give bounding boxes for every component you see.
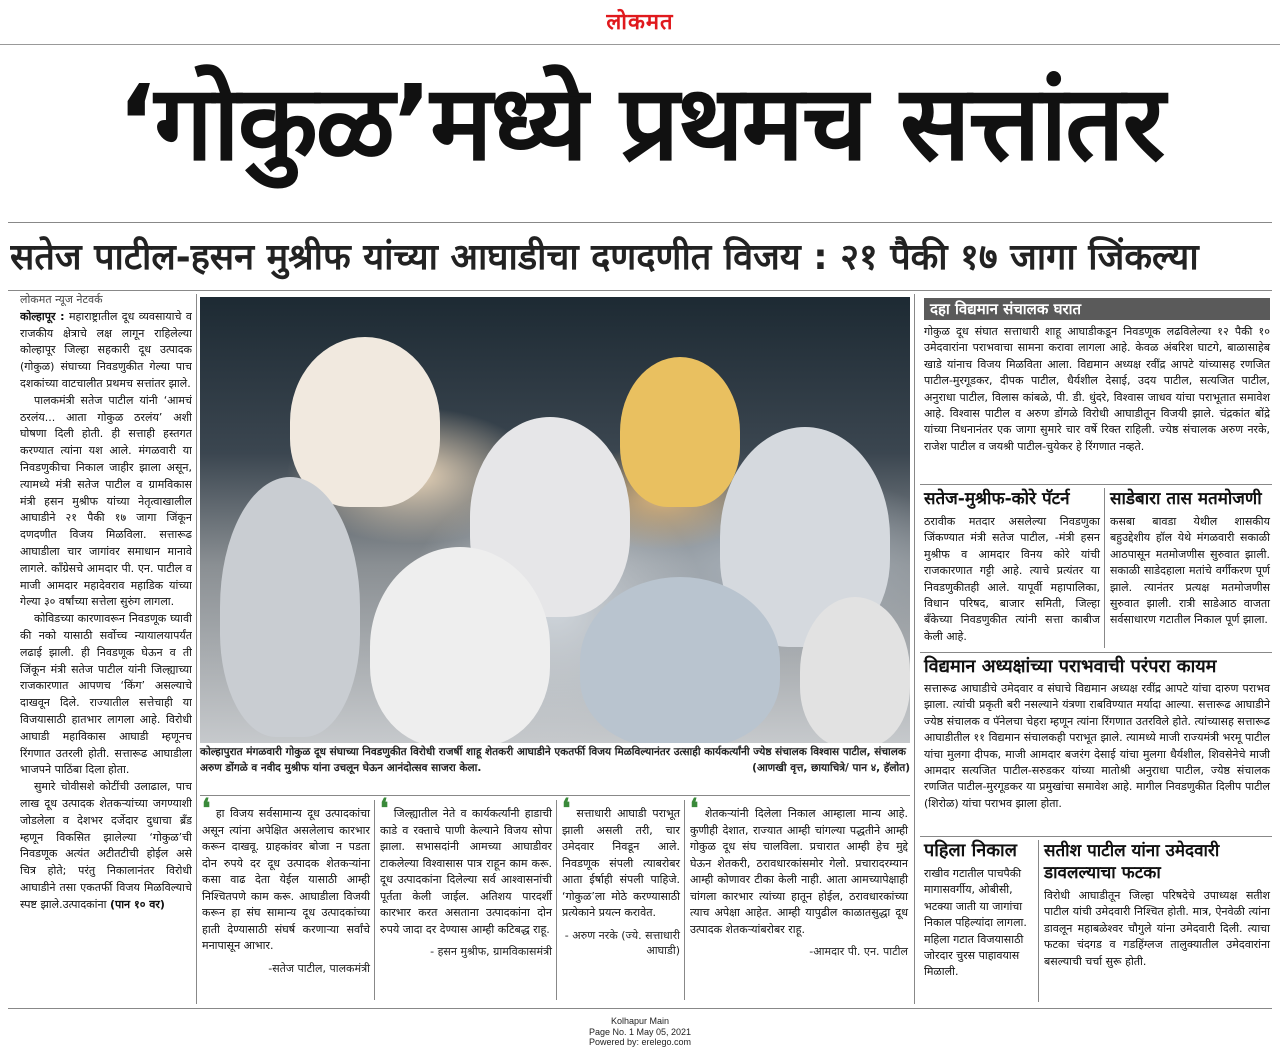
- section-title: पहिला निकाल: [924, 840, 1017, 861]
- main-headline: ‘गोकुळ’मध्ये प्रथमच सत्तांतर: [116, 62, 1164, 184]
- byline: लोकमत न्यूज नेटवर्क: [20, 293, 103, 306]
- newspaper-logo: लोकमत: [606, 9, 674, 35]
- photo-caption: [200, 745, 910, 793]
- quote-signature: - अरुण नरके (ज्ये. सत्ताधारी आघाडी): [564, 928, 680, 957]
- quote-mark-icon: ❛: [562, 794, 571, 824]
- section-first-result: [924, 840, 1034, 1002]
- column-divider: [1038, 840, 1039, 1002]
- article-paragraph: [20, 309, 192, 393]
- section-text: ठरावीक मतदार असलेल्या निवडणुका जिंकण्यात मंत्री सतेज पाटील, -मंत्री हसन मुश्रीफ व आमदार विनय कोरे यांची राजकारणात गट्टी आहे. त्याचे प्रत्यंतर या निवडणुकीतही आले. यापूर्वी महापालिका, विधान परिषद, बाजार समिती, जिल्हा बँकेच्या निवडणुकीत त्यांनी सत्ता काबीज केली आहे.: [924, 515, 1100, 643]
- powered-by: Powered by: erelego.com: [588, 1037, 692, 1047]
- column-divider: [196, 294, 197, 1004]
- sub-headline: सतेज पाटील-हसन मुश्रीफ यांच्या आघाडीचा दणदणीत विजय : २१ पैकी १७ जागा जिंकल्या: [10, 237, 1199, 278]
- celebration-photo: [200, 297, 910, 743]
- masthead: [0, 0, 1280, 44]
- section-title: विद्यमान अध्यक्षांच्या पराभवाची परंपरा कायम: [924, 656, 1217, 677]
- dateline: कोल्हापूर :: [20, 309, 65, 323]
- divider: [200, 795, 910, 796]
- column-divider: [1104, 488, 1105, 648]
- divider: [920, 484, 1272, 485]
- article-paragraph: पालकमंत्री सतेज पाटील यांनी ‘आमचं ठरलंय... आता गोकुळ ठरलंय’ अशी घोषणा दिली होती. ही सत्ताही हस्तगत करण्यात त्यांना यश आले. मंगळवारी या निवडणुकीचा निकाल जाहीर झाला असून, त्यामध्ये मंत्री सतेज पाटील व ग्रामविकास मंत्री हसन मुश्रीफ यांच्या नेतृत्वाखालील आघाडीने २१ पैकी १७ जागा जिंकून दणदणीत विजय मिळविला. सत्तारूढ आघाडीला चार जागांवर समाधान मानावे लागले. काँग्रेसचे आमदार पी. एन. पाटील व माजी आमदार महादेवराव महाडिक यांच्या गेल्या ३० वर्षांच्या सत्तेला सुरुंग लागला.: [20, 393, 192, 609]
- quote-text: हा विजय सर्वसामान्य दूध उत्पादकांचा असून त्यांना अपेक्षित असलेलाच कारभार करून दाखवू. ग्राहकांवर बोजा न पडता दोन रुपये दर दूध उत्पादक शेतकऱ्यांना कसा वाढ देता येईल यासाठी आम्ही निश्चितपणे काम करू. आघाडीला विजयी करून हा संघ सामान्य दूध उत्पादकांच्या हाती देण्यासाठी संघर्ष करणाऱ्या सर्वांचे मनापासून आभार.: [202, 807, 370, 952]
- divider: [920, 652, 1272, 653]
- section-text: कसबा बावडा येथील शासकीय बहुउद्देशीय हॉल येथे मंगळवारी सकाळी आठपासून मतमोजणीस सुरुवात झाली. सकाळी साडेदहाला मतांचे वर्गीकरण पूर्ण झाले. त्यानंतर प्रत्यक्ष मतमोजणीस सुरुवात झाली. रात्री साडेआठ वाजता सर्वसाधारण गटातील निकाल पूर्ण झाला.: [1110, 515, 1270, 627]
- section-pattern: [924, 488, 1100, 648]
- quote-text: जिल्ह्यातील नेते व कार्यकर्त्यांनी हाडाची काडे व रक्ताचे पाणी केल्याने विजय सोपा झाला. सभासदांनी आमच्या आघाडीवर टाकलेल्या विश्वासास पात्र राहून काम करू. दूध उत्पादकांना दिलेल्या सर्व आश्वासनांची पूर्तता केली जाईल. अतिशय पारदर्शी कारभार करत असताना उत्पादकांना दोन रुपये जादा दर देण्यास आम्ही कटिबद्ध राहू.: [380, 807, 552, 936]
- column-divider: [684, 800, 685, 1000]
- quote-narke: [562, 794, 681, 1000]
- section-text: विरोधी आघाडीतून जिल्हा परिषदेचे उपाध्यक्ष सतीश पाटील यांची उमेदवारी निश्चित होती. मात्र, ऐनवेळी त्यांना डावलून महाबळेश्वर चौगुले यांना उमेदवारी दिली. त्याचा फटका चंदगड व गडहिंग्लज तालुक्यातील उमेदवारांना बसल्याची चर्चा सुरू होती.: [1044, 889, 1270, 968]
- column-divider: [914, 294, 915, 1004]
- photo-credit: (आणखी वृत्त, छायाचित्रे/ पान ४, हॅलोत): [752, 761, 910, 774]
- quote-text: शेतकऱ्यांनी दिलेला निकाल आम्हाला मान्य आहे. कुणीही देशात, राज्यात आम्ही चांगल्या पद्धतीने आम्ही गोकुळ दूध संघ चालविला. प्रचारात आम्ही हेच मुद्दे घेऊन शेतकरी, ठरावधारकांसमोर गेलो. प्रचारादरम्यान आम्ही कोणावर टीका केली नाही. आता आमच्यापेक्षाही चांगला कारभार त्यांच्या हातून होईल, ठरावधारकांच्या त्याच अपेक्षा आहेत. आम्ही यापुढील काळातसुद्धा दूध उत्पादक शेतकऱ्यांबरोबर राहू.: [690, 807, 909, 936]
- article-paragraph: [20, 779, 192, 913]
- divider: [8, 222, 1272, 223]
- paragraph-text: उत्पादकांना: [62, 897, 107, 911]
- left-article-column: [20, 292, 192, 1004]
- box-ten-directors: [924, 298, 1270, 480]
- column-divider: [556, 800, 557, 1000]
- quote-text: सत्ताधारी आघाडी पराभूत झाली असली तरी, चार उमेदवार निवडून आले. निवडणूक संपली त्याबरोबर आता ईर्षाही संपली पाहिजे. ‘गोकुळ’ला मोठे करण्यासाठी प्रत्येकाने प्रयत्न करावेत.: [562, 807, 681, 919]
- quote-signature: - हसन मुश्रीफ, ग्रामविकासमंत्री: [430, 945, 552, 958]
- continued-marker: (पान १० वर): [109, 897, 165, 911]
- quote-mark-icon: ❛: [690, 794, 699, 824]
- section-text: सत्तारूढ आघाडीचे उमेदवार व संघाचे विद्यमान अध्यक्ष रवींद्र आपटे यांचा दारुण पराभव झाला. त्यांची प्रकृती बरी नसल्याने यंत्रणा राबविण्यात मर्यादा आल्या. सत्तारूढ आघाडीने ज्येष्ठ संचालक व पॅनेलचा चेहरा म्हणून त्यांना रिंगणात उतरविले होते. त्यांच्यासह सत्तारूढ आघाडीतील ११ विद्यमान संचालकही पराभूत झाले. त्यामध्ये माजी राज्यमंत्री भरमू पाटील यांचा मुलगा दीपक, माजी आमदार बजरंग देसाई यांचा मुलगा धैर्यशील, शिवसेनेचे माजी आमदार सत्यजित पाटील-सरुडकर यांच्या मातोश्री अनुराधा पाटील, ज्येष्ठ संचालक रणजित पाटील-मुरगूडकर या प्रमुखांचा समावेश आहे. मागील निवडणुकीत दिलीप पाटील (शिरोळ) यांचा पराभव झाला होता.: [924, 682, 1270, 810]
- page-info: Page No. 1 May 05, 2021: [588, 1026, 692, 1037]
- section-tradition: [924, 656, 1270, 832]
- section-title: सतेज-मुश्रीफ-कोरे पॅटर्न: [924, 489, 1070, 509]
- page-footer: [0, 1016, 1280, 1048]
- quote-mark-icon: ❛: [380, 794, 389, 824]
- quote-mark-icon: ❛: [202, 794, 211, 824]
- divider: [920, 836, 1272, 837]
- quote-pn-patil: [690, 794, 909, 1000]
- quote-signature: -सतेज पाटील, पालकमंत्री: [268, 961, 370, 975]
- divider: [8, 290, 1272, 291]
- section-title: साडेबारा तास मतमोजणी: [1110, 489, 1262, 509]
- box-text: गोकुळ दूध संघात सत्ताधारी शाहू आघाडीकडून निवडणूक लढविलेल्या १२ पैकी १० उमेदवारांना पराभवाचा सामना करावा लागला आहे. केवळ अंबरिश घाटगे, बाळासाहेब खाडे यांनाच विजय मिळविता आला. विद्यमान अध्यक्ष रवींद्र आपटे यांच्यासह रणजित पाटील-मुरगूडकर, दीपक पाटील, धैर्यशील देसाई, उदय पाटील, सत्यजित पाटील, अनुराधा पाटील, विलास कांबळे, पी. डी. धुंदरे, विश्वास जाधव यांचा पराभूतात समावेश आहे. विश्वास पाटील व अरुण डोंगळे विरोधी आघाडीतून विजयी झाले. चंद्रकांत बोंद्रे यांच्या निधनानंतर एक जागा सुमारे चार वर्षे रिक्त राहिली. ज्येष्ठ संचालक अरुण नरके, राजेश पाटील व जयश्री पाटील-चुयेकर हे रिंगणात नव्हते.: [924, 325, 1270, 453]
- divider: [8, 1008, 1272, 1009]
- article-paragraph: कोविडच्या कारणावरून निवडणूक घ्यावी की नको यासाठी सर्वोच्च न्यायालयापर्यंत लढाई झाली. ही निवडणूक घेऊन व ती जिंकून मंत्री सतेज पाटील यांनी जिल्ह्याच्या राजकारणात आपणच ‘किंग’ असल्याचे दाखवून दिले. राज्यातील सत्तेचाही या विजयासाठी हातभार लागला आहे. विरोधी आघाडी महाविकास आघाडी म्हणूनच रिंगणात उतरली होती. सत्तारूढ आघाडीला भाजपने पाठिंबा दिला होता.: [20, 612, 192, 777]
- paragraph-text: महाराष्ट्रातील दूध व्यवसायाचे व राजकीय क्षेत्राचे लक्ष लागून राहिलेल्या कोल्हापूर जिल्हा सहकारी दूध उत्पादक (गोकुळ) संघाच्या निवडणुकीत गेल्या पाच दशकांच्या वाटचालीत प्रथमच सत्तांतर झाले.: [20, 309, 192, 390]
- column-divider: [374, 800, 375, 1000]
- section-text: राखीव गटातील पाचपैकी मागासवर्गीय, ओबीसी, भटक्या जाती या जागांचा निकाल पहिल्यांदा लागला. महिला गटात विजयासाठी जोरदार चुरस पाहावयास मिळाली.: [924, 867, 1027, 979]
- quote-satej: [202, 794, 370, 1000]
- quote-signature: -आमदार पी. एन. पाटील: [809, 945, 908, 958]
- section-satish-patil: [1044, 840, 1270, 1002]
- quote-mushrif: [380, 794, 552, 1000]
- paragraph-text: सुमारे चोवीसशे कोटींची उलाढाल, पाच लाख दूध उत्पादक शेतकऱ्यांच्या जगण्याशी जोडलेला व देशभर दर्जेदार दुधाचा ब्रँड म्हणून विकसित झालेल्या ‘गोकुळ’ची निवडणूक अत्यंत अटीतटीची होईल असे चित्र होते; परंतु निकालानंतर विरोधी आघाडीने तसा एकतर्फी विजय मिळविल्याचे स्पष्ट झाले.: [20, 780, 192, 911]
- divider: [0, 44, 1280, 45]
- section-title: सतीश पाटील यांना उमेदवारी डावलल्याचा फटका: [1044, 841, 1220, 883]
- edition-label: Kolhapur Main: [610, 1016, 670, 1026]
- box-title: दहा विद्यमान संचालक घरात: [924, 298, 1270, 320]
- section-counting: [1110, 488, 1270, 648]
- caption-text: कोल्हापुरात मंगळवारी गोकुळ दूध संघाच्या निवडणुकीत विरोधी राजर्षी शाहू शेतकरी आघाडीने एकतर्फी विजय मिळविल्यानंतर उत्साही कार्यकर्त्यांनी ज्येष्ठ संचालक विश्वास पाटील, संचालक अरुण डोंगळे व नवीद मुश्रीफ यांना उचलून घेऊन आनंदोत्सव साजरा केला.: [200, 746, 906, 774]
